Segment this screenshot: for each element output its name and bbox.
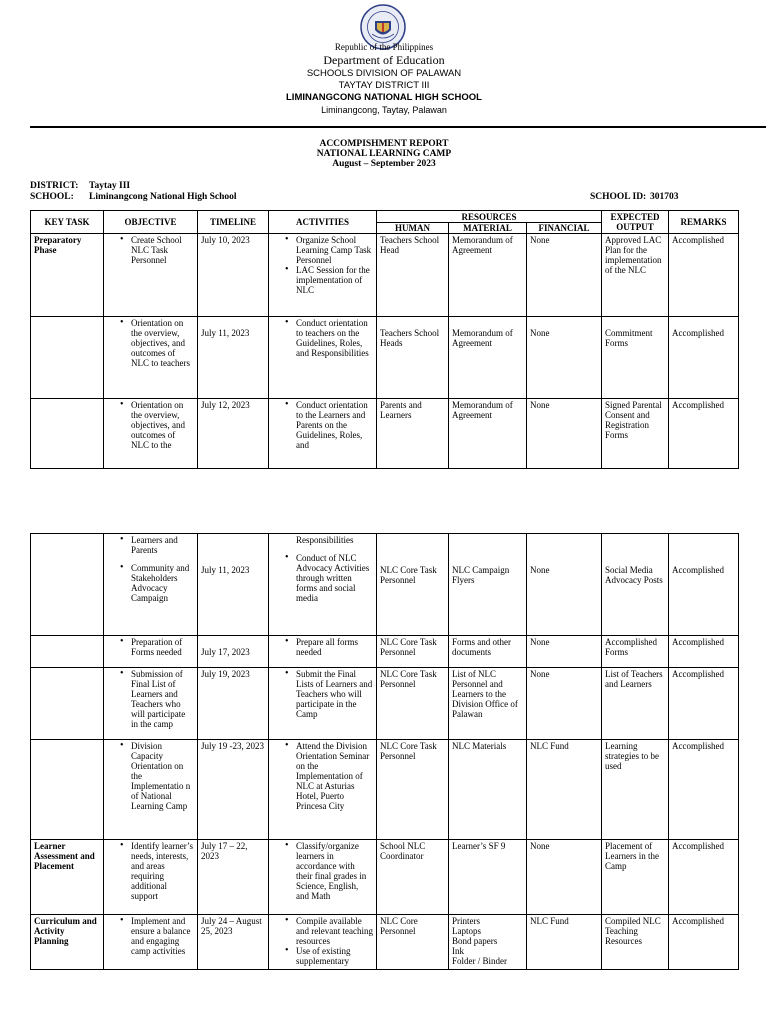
timeline-cell: July 12, 2023 (198, 399, 269, 469)
activity-item: • Compile available and relevant teaching resources (272, 916, 373, 946)
report-title: ACCOMPISHMENT REPORT (319, 139, 449, 149)
report-period: August – September 2023 (332, 159, 436, 169)
activity-item: • Attend the Division Orientation Seminar on the Implementation of NLC at Asturias Hotel, Puerto Princesa City (272, 741, 373, 811)
remarks-cell: Accomplished (669, 636, 739, 668)
objective-cell: • Implement and ensure a balance and engaging camp activities (107, 916, 194, 956)
objective-cell: • Create School NLC Task Personnel (107, 235, 194, 265)
table-row (31, 915, 739, 970)
activity-item: • Organize School Learning Camp Task Personnel (272, 235, 373, 265)
material-cell (449, 915, 527, 970)
header-timeline: TIMELINE (198, 211, 269, 234)
activity-continuation: Responsibilities (296, 535, 354, 545)
human-cell: NLC Core Personnel (377, 915, 449, 970)
output-cell: Approved LAC Plan for the implementation of the NLC (602, 234, 669, 317)
financial-cell: NLC Fund (527, 740, 602, 840)
timeline-cell: July 17 – 22, 2023 (198, 840, 269, 915)
human-cell: Parents and Learners (377, 399, 449, 469)
header-activities: ACTIVITIES (269, 211, 377, 234)
human-cell: NLC Core Task Personnel (377, 668, 449, 740)
timeline-cell: July 11, 2023 (198, 534, 269, 636)
department-line: Department of Education (323, 53, 445, 67)
key-task-cell (31, 636, 104, 668)
table-row (31, 317, 739, 399)
objective-cell: • Community and Stakeholders Advocacy Campaign (107, 563, 194, 603)
key-task-cell (31, 399, 104, 469)
output-cell: Social Media Advocacy Posts (602, 534, 669, 636)
header-resources: RESOURCES (377, 211, 602, 223)
material-line: Bond papers (452, 936, 498, 946)
objective-cell: • Division Capacity Orientation on the Implementatio n of National Learning Camp (107, 741, 194, 811)
activity-item: • Conduct of NLC Advocacy Activities through written forms and social media (272, 553, 373, 603)
table-row (31, 234, 739, 317)
accomplishment-table-page1 (30, 210, 739, 469)
header-divider (30, 126, 766, 128)
output-cell: Placement of Learners in the Camp (602, 840, 669, 915)
header-expected-output: EXPECTED OUTPUT (602, 211, 669, 234)
key-task-cell (31, 740, 104, 840)
human-cell: NLC Core Task Personnel (377, 534, 449, 636)
activity-item: • Prepare all forms needed (272, 637, 373, 657)
table-row (31, 534, 739, 636)
output-cell: Compiled NLC Teaching Resources (602, 915, 669, 970)
output-cell: Commitment Forms (602, 317, 669, 399)
remarks-cell: Accomplished (669, 399, 739, 469)
material-cell: Memorandum of Agreement (449, 317, 527, 399)
objective-continuation-text: Learners and Parents (131, 535, 178, 555)
objective-cell: • Preparation of Forms needed (107, 637, 194, 657)
human-cell: NLC Core Task Personnel (377, 740, 449, 840)
activity-item: • Submit the Final Lists of Learners and Teachers who will participate in the Camp (272, 669, 373, 719)
financial-cell: None (527, 636, 602, 668)
timeline-cell: July 19, 2023 (198, 668, 269, 740)
material-cell: Memorandum of Agreement (449, 399, 527, 469)
objective-cell: • Submission of Final List of Learners and Teachers who will participate in the camp (107, 669, 194, 729)
header-key-task: KEY TASK (31, 211, 104, 234)
school-value: Liminangcong National High School (89, 192, 237, 202)
financial-cell: None (527, 399, 602, 469)
financial-cell: None (527, 668, 602, 740)
table-row (31, 399, 739, 469)
timeline-cell: July 10, 2023 (198, 234, 269, 317)
timeline-cell: July 11, 2023 (198, 317, 269, 399)
school-id-value: 301703 (650, 192, 679, 202)
financial-cell: None (527, 317, 602, 399)
activity-item: • Use of existing supplementary (272, 946, 373, 966)
material-cell: List of NLC Personnel and Learners to the Division Office of Palawan (449, 668, 527, 740)
header-financial: FINANCIAL (527, 223, 602, 234)
report-subtitle: NATIONAL LEARNING CAMP (316, 149, 452, 159)
header-human: HUMAN (377, 223, 449, 234)
financial-cell: None (527, 840, 602, 915)
activity-item: • Classify/organize learners in accordance with their final grades in Science, English, and Math (272, 841, 373, 901)
material-line: Laptops (452, 926, 481, 936)
republic-line: Republic of the Philippines (334, 42, 434, 52)
key-task-cell (31, 317, 104, 399)
objective-cell: • Identify learner’s needs, interests, and areas requiring additional support (107, 841, 194, 901)
header-objective: OBJECTIVE (104, 211, 198, 234)
material-cell: NLC Materials (449, 740, 527, 840)
school-line: LIMINANGCONG NATIONAL HIGH SCHOOL (286, 92, 482, 103)
output-cell: Accomplished Forms (602, 636, 669, 668)
table-row (31, 740, 739, 840)
division-line: SCHOOLS DIVISION OF PALAWAN (306, 68, 462, 79)
material-cell: Memorandum of Agreement (449, 234, 527, 317)
activity-item: • LAC Session for the implementation of NLC (272, 265, 373, 295)
school-label: SCHOOL: (30, 192, 74, 202)
remarks-cell: Accomplished (669, 740, 739, 840)
key-task-cell (31, 668, 104, 740)
financial-cell: None (527, 534, 602, 636)
key-task-cell (31, 534, 104, 636)
accomplishment-table-page2 (30, 533, 739, 970)
material-line: Ink (452, 946, 464, 956)
human-cell: School NLC Coordinator (377, 840, 449, 915)
timeline-cell: July 24 – August 25, 2023 (198, 915, 269, 970)
header-material: MATERIAL (449, 223, 527, 234)
key-task-cell: Curriculum and Activity Planning (31, 915, 104, 970)
objective-continuation (107, 535, 194, 555)
district-line: TAYTAY DISTRICT III (338, 80, 430, 91)
material-line: Folder / Binder (452, 956, 507, 966)
material-cell: Learner’s SF 9 (449, 840, 527, 915)
timeline-cell: July 19 -23, 2023 (198, 740, 269, 840)
school-id-label: SCHOOL ID: (590, 192, 647, 202)
key-task-cell: Preparatory Phase (31, 234, 104, 317)
output-cell: Learning strategies to be used (602, 740, 669, 840)
human-cell: Teachers School Head (377, 234, 449, 317)
district-value: Taytay III (89, 181, 131, 191)
remarks-cell: Accomplished (669, 915, 739, 970)
remarks-cell: Accomplished (669, 840, 739, 915)
material-cell: Forms and other documents (449, 636, 527, 668)
objective-cell: • Orientation on the overview, objectives, and outcomes of NLC to the (107, 400, 194, 450)
remarks-cell: Accomplished (669, 234, 739, 317)
output-cell: Signed Parental Consent and Registration Forms (602, 399, 669, 469)
header-remarks: REMARKS (669, 211, 739, 234)
timeline-cell: July 17, 2023 (198, 636, 269, 668)
table-row (31, 668, 739, 740)
remarks-cell: Accomplished (669, 317, 739, 399)
address-line: Liminangcong, Taytay, Palawan (321, 105, 447, 115)
key-task-cell: Learner Assessment and Placement (31, 840, 104, 915)
district-label: DISTRICT: (30, 181, 79, 191)
table-row (31, 840, 739, 915)
table-row (31, 636, 739, 668)
human-cell: NLC Core Task Personnel (377, 636, 449, 668)
objective-cell: • Orientation on the overview, objectives, and outcomes of NLC to teachers (107, 318, 194, 368)
financial-cell: None (527, 234, 602, 317)
human-cell: Teachers School Heads (377, 317, 449, 399)
financial-cell: NLC Fund (527, 915, 602, 970)
activity-item: • Conduct orientation to the Learners and Parents on the Guidelines, Roles, and (272, 400, 373, 450)
material-line: Printers (452, 916, 480, 926)
remarks-cell: Accomplished (669, 668, 739, 740)
material-cell: NLC Campaign Flyers (449, 534, 527, 636)
remarks-cell: Accomplished (669, 534, 739, 636)
output-cell: List of Teachers and Learners (602, 668, 669, 740)
activity-item: • Conduct orientation to teachers on the Guidelines, Roles, and Responsibilities (272, 318, 373, 358)
